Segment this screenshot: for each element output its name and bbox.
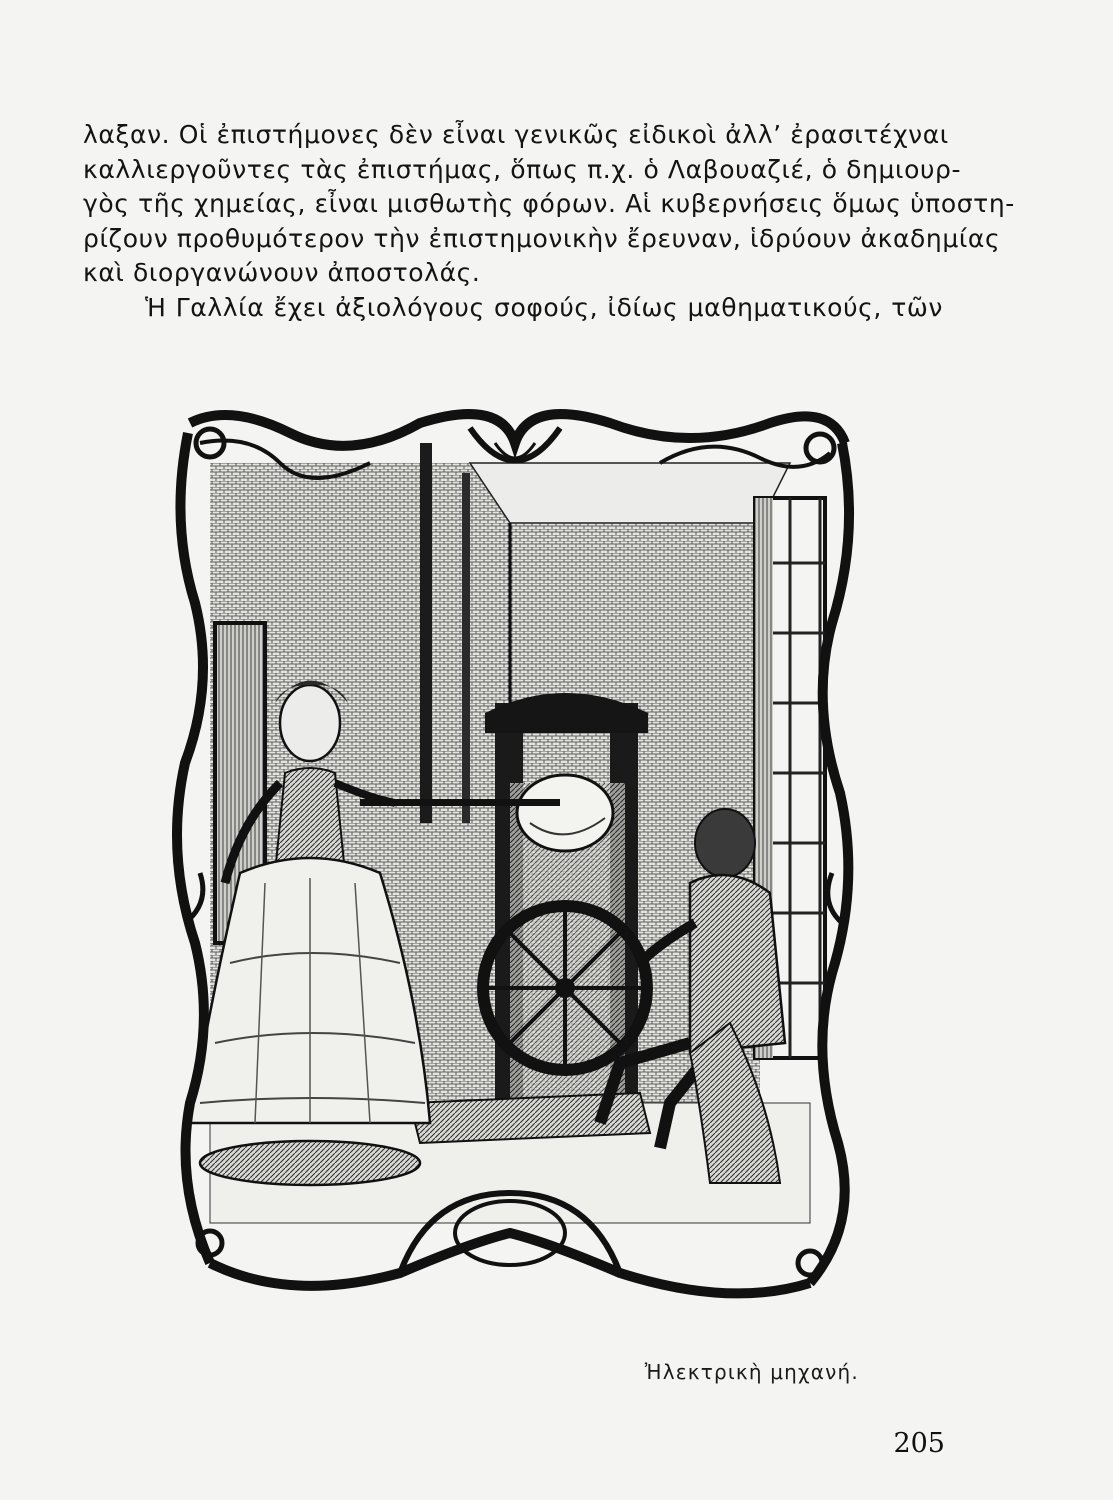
crank-wheel xyxy=(483,906,647,1070)
glass-globe xyxy=(517,775,613,851)
paragraph-first-line: Ἡ Γαλλία ἔχει ἀξιολόγους σοφούς, ἰδίως μαθηματικούς, τῶν xyxy=(145,292,943,322)
text-line: γὸς τῆς χημείας, εἶναι μισθωτὴς φόρων. Αἱ κυβερνήσεις ὅμως ὑποστη- xyxy=(83,189,1015,218)
body-text xyxy=(83,118,1015,325)
text-line: ρίζουν προθυμότερον τὴν ἐπιστημονικὴν ἔρευναν, ἱδρύουν ἀκαδημίας xyxy=(83,223,1001,253)
page-number: 205 xyxy=(893,1428,945,1459)
text-line: καλλιεργοῦντες τὰς ἐπιστήμας, ὅπως π.χ. ὁ Λαβουαζιέ, ὁ δημιουρ- xyxy=(83,154,962,184)
figure-caption: Ἠλεκτρικὴ μηχανή. xyxy=(644,1360,859,1384)
engraving-illustration xyxy=(170,403,860,1313)
text-line: λαξαν. Οἱ ἐπιστήμονες δὲν εἶναι γενικῶς εἰδικοὶ ἀλλ’ ἐρασιτέχναι xyxy=(83,120,949,149)
room-ceiling xyxy=(470,463,790,523)
text-line: καὶ διοργανώνουν ἀποστολάς. xyxy=(83,258,481,287)
